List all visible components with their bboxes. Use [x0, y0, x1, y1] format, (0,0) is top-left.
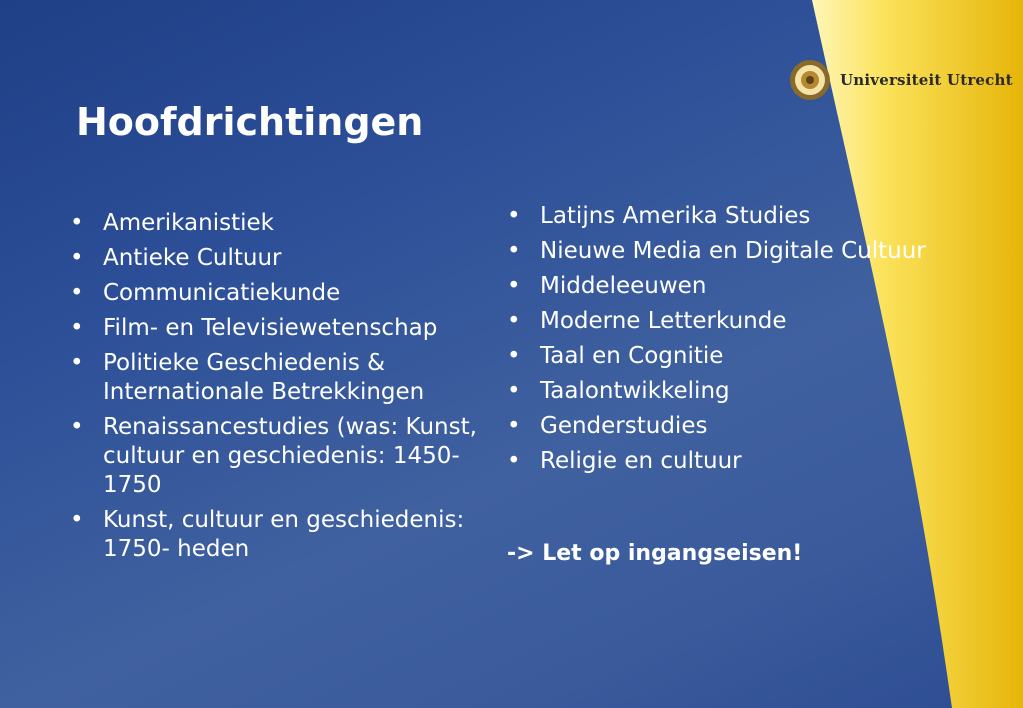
list-item: • Renaissancestudies (was: Kunst, cultuur en geschiedenis: 1450-1750	[70, 413, 510, 500]
right-bullet-list	[507, 202, 927, 482]
list-item: • Middeleeuwen	[507, 272, 927, 301]
list-item: • Latijns Amerika Studies	[507, 202, 927, 231]
list-item: • Amerikanistiek	[70, 209, 510, 238]
list-item: • Nieuwe Media en Digitale Cultuur	[507, 237, 927, 266]
list-item: • Kunst, cultuur en geschiedenis: 1750- heden	[70, 506, 510, 564]
list-item: • Religie en cultuur	[507, 447, 927, 476]
list-item: • Communicatiekunde	[70, 279, 510, 308]
logo-name: Universiteit Utrecht	[840, 71, 1013, 89]
list-item: • Film- en Televisiewetenschap	[70, 314, 510, 343]
slide-title: Hoofdrichtingen	[76, 100, 424, 144]
sun-seal-icon	[788, 58, 832, 102]
list-item: • Moderne Letterkunde	[507, 307, 927, 336]
entry-requirements-note: -> Let op ingangseisen!	[507, 541, 803, 566]
left-bullet-list	[70, 209, 510, 570]
list-item: • Genderstudies	[507, 412, 927, 441]
list-item: • Politieke Geschiedenis & Internationale Betrekkingen	[70, 349, 510, 407]
list-item: • Taalontwikkeling	[507, 377, 927, 406]
list-item: • Taal en Cognitie	[507, 342, 927, 371]
list-item: • Antieke Cultuur	[70, 244, 510, 273]
university-logo	[788, 58, 1013, 102]
